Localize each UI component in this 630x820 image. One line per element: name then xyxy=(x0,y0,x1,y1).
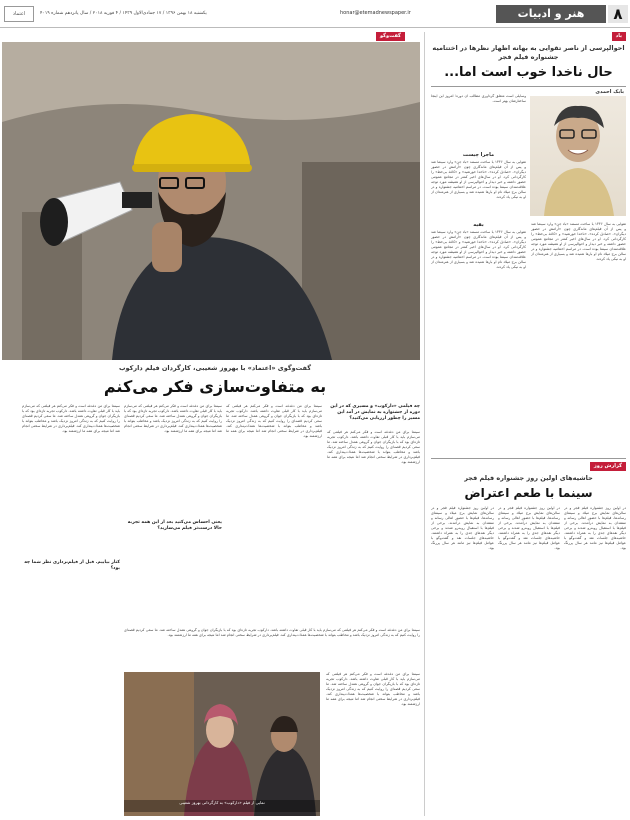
newspaper-logo: اعتماد xyxy=(4,6,34,22)
right-column-story xyxy=(431,32,626,452)
story-body-col2: تقوایی به سال ۱۳۴۶ با ساخت مستند «باد جن» وارد سینما شد و پس از آن فیلم‌های ماندگاری چون «آرامش در حضور دیگران»، «صادق کرده»، «ناخدا خورشید» و «کاغذ بی‌خط» را کارگردانی کرد. او در سال‌های اخیر کمتر در مجامع عمومی حضور داشته و خبر دیدار و احوالپرسی از او همیشه مورد توجه علاقه‌مندان سینما بوده است. در مراسم اختتامیه جشنواره و در سالن برج میلاد نام او بارها شنیده شد و بسیاری از هنرمندان از او به نیکی یاد کردند. xyxy=(531,222,626,261)
interview-question-3: کنار بیاییم. قبل از فیلم‌برداری نظر شما چه بود؟ xyxy=(24,560,120,571)
header-dateline: یکشنبه ۱۸ بهمن ۱۳۹۶ / ۱۷ جمادی‌الاول ۱۴۳۹ / ۴ فوریه ۲۰۱۸ / سال پانزدهم شماره ۴۰۱۹ xyxy=(40,11,207,16)
interview-body-col4: سینما برای من دغدغه است و فکر می‌کنم هر فیلمی که می‌سازم باید با کار قبلی تفاوت داشته باشد. دارکوب تجربه تازه‌ای بود که با بازیگران جوان و گروهی همدل ساخته شد. ما سعی کردیم قصه‌ای را روایت کنیم که به زندگی امروز نزدیک باشد و مخاطب بتواند با شخصیت‌ها همذات‌پنداری کند. فیلم‌برداری در شرایط سختی انجام شد اما نتیجه برای همه ما ارزشمند بود. xyxy=(22,404,120,433)
interview-body-col1: سینما برای من دغدغه است و فکر می‌کنم هر فیلمی که می‌سازم باید با کار قبلی تفاوت داشته باشد. دارکوب تجربه تازه‌ای بود که با بازیگران جوان و گروهی همدل ساخته شد. ما سعی کردیم قصه‌ای را روایت کنیم که به زندگی امروز نزدیک باشد و مخاطب بتواند با شخصیت‌ها همذات‌پنداری کند. فیلم‌برداری در شرایط سختی انجام شد اما نتیجه برای همه ما ارزشمند بود. xyxy=(327,430,420,464)
portrait-figure xyxy=(530,96,626,216)
film-still-figures xyxy=(124,672,320,816)
header-email[interactable]: honar@etemadnewspaper.ir xyxy=(340,10,411,16)
interview-body-col2: سینما برای من دغدغه است و فکر می‌کنم هر فیلمی که می‌سازم باید با کار قبلی تفاوت داشته باشد. دارکوب تجربه تازه‌ای بود که با بازیگران جوان و گروهی همدل ساخته شد. ما سعی کردیم قصه‌ای را روایت کنیم که به زندگی امروز نزدیک باشد و مخاطب بتواند با شخصیت‌ها همذات‌پنداری کند. فیلم‌برداری در شرایط سختی انجام شد اما نتیجه برای همه ما ارزشمند بود. xyxy=(226,404,322,438)
story-lead: وسایلی است متعلق گرداوری مطالب آن دوره؛ امروز این اینجا ساختارشان بهتر است. xyxy=(431,94,526,103)
story-headline: حال ناخدا خوب است اما... xyxy=(444,65,613,80)
interview-question-1: چه فیلمی «دارکوب» و مسیری که در این دوره از جشنواره به نمایش در آمد این مسیر را چطور ارزیابی می‌کنید؟ xyxy=(330,404,420,421)
festival-tag: گزارش روز xyxy=(590,462,626,471)
interview-kicker: گفت‌وگوی «اعتماد» با بهروز شعیبی، کارگردان فیلم دارکوب xyxy=(119,364,311,372)
story-tag: یاد xyxy=(612,32,626,41)
festival-headline: سینما با طعم اعتراض xyxy=(464,486,593,500)
page-header xyxy=(0,0,630,28)
divider xyxy=(431,86,626,87)
film-still-photo xyxy=(124,672,320,816)
film-still-caption: نمایی از فیلم «دارکوب» به کارگردانی بهروز شعیبی xyxy=(124,800,320,812)
megaphone-man-figure xyxy=(2,42,420,360)
story-body-col3: تقوایی به سال ۱۳۴۶ با ساخت مستند «باد جن» وارد سینما شد و پس از آن فیلم‌های ماندگاری چون «آرامش در حضور دیگران»، «صادق کرده»، «ناخدا خورشید» و «کاغذ بی‌خط» را کارگردانی کرد. او در سال‌های اخیر کمتر در مجامع عمومی حضور داشته و خبر دیدار و احوالپرسی از او همیشه مورد توجه علاقه‌مندان سینما بوده است. در مراسم اختتامیه جشنواره و در سالن برج میلاد نام او بارها شنیده شد و بسیاری از هنرمندان از او به نیکی یاد کردند. xyxy=(431,230,526,269)
section-title: هنر و ادبیات xyxy=(496,5,606,23)
story-subhead-2: بقیه xyxy=(473,222,484,228)
festival-report xyxy=(431,458,626,816)
interview-headline: به متفاوت‌سازی فکر می‌کنم xyxy=(103,377,327,396)
story-kicker: احوالپرسی از ناصر تقوایی به بهانه اظهار نظرها در اختتامیه جشنواره فیلم فجر xyxy=(432,44,625,61)
interview-body-col5: سینما برای من دغدغه است و فکر می‌کنم هر فیلمی که می‌سازم باید با کار قبلی تفاوت داشته باشد. دارکوب تجربه تازه‌ای بود که با بازیگران جوان و گروهی همدل ساخته شد. ما سعی کردیم قصه‌ای را روایت کنیم که به زندگی امروز نزدیک باشد و مخاطب بتواند با شخصیت‌ها همذات‌پنداری کند. فیلم‌برداری در شرایط سختی انجام شد اما نتیجه برای همه ما ارزشمند بود. xyxy=(326,672,420,706)
interview-body-lower: سینما برای من دغدغه است و فکر می‌کنم هر فیلمی که می‌سازم باید با کار قبلی تفاوت داشته باشد. دارکوب تجربه تازه‌ای بود که با بازیگران جوان و گروهی همدل ساخته شد. ما سعی کردیم قصه‌ای را روایت کنیم که به زندگی امروز نزدیک باشد و مخاطب بتواند با شخصیت‌ها همذات‌پنداری کند. فیلم‌برداری در شرایط سختی انجام شد اما نتیجه برای همه ما ارزشمند بود. xyxy=(124,628,420,637)
interview-main-photo xyxy=(2,42,420,360)
divider xyxy=(431,458,626,459)
column-divider xyxy=(424,32,425,816)
interview-body-col3: سینما برای من دغدغه است و فکر می‌کنم هر فیلمی که می‌سازم باید با کار قبلی تفاوت داشته باشد. دارکوب تجربه تازه‌ای بود که با بازیگران جوان و گروهی همدل ساخته شد. ما سعی کردیم قصه‌ای را روایت کنیم که به زندگی امروز نزدیک باشد و مخاطب بتواند با شخصیت‌ها همذات‌پنداری کند. فیلم‌برداری در شرایط سختی انجام شد اما نتیجه برای همه ما ارزشمند بود. xyxy=(124,404,222,433)
portrait-photo xyxy=(530,96,626,216)
interview-question-2: یعنی احساس می‌کنید بعد از این همه تجربه حالا درست‌تر فیلم می‌سازید؟ xyxy=(127,520,222,531)
festival-body-col2: در اولین روز جشنواره فیلم فجر و در سالن‌های نمایش برج میلاد و سینمای رسانه‌ها، فیلم‌ها با حضور اهالی رسانه و منتقدان به نمایش درآمدند. برخی از فیلم‌ها با استقبال روبه‌رو شدند و برخی دیگر نقدهای جدی را به همراه داشتند. حاشیه‌های جلسات نقد و گفت‌وگو با عوامل فیلم‌ها نیز مانند هر سال پررنگ بود. xyxy=(498,506,560,550)
interview-tag: گفت‌وگو xyxy=(376,32,405,41)
festival-kicker: حاشیه‌های اولین روز جشنواره فیلم فجر xyxy=(464,474,593,482)
festival-body-col3: در اولین روز جشنواره فیلم فجر و در سالن‌های نمایش برج میلاد و سینمای رسانه‌ها، فیلم‌ها با حضور اهالی رسانه و منتقدان به نمایش درآمدند. برخی از فیلم‌ها با استقبال روبه‌رو شدند و برخی دیگر نقدهای جدی را به همراه داشتند. حاشیه‌های جلسات نقد و گفت‌وگو با عوامل فیلم‌ها نیز مانند هر سال پررنگ بود. xyxy=(431,506,494,550)
story-subhead: ماجرا چیست xyxy=(462,152,495,158)
festival-body-col1: در اولین روز جشنواره فیلم فجر و در سالن‌های نمایش برج میلاد و سینمای رسانه‌ها، فیلم‌ها با حضور اهالی رسانه و منتقدان به نمایش درآمدند. برخی از فیلم‌ها با استقبال روبه‌رو شدند و برخی دیگر نقدهای جدی را به همراه داشتند. حاشیه‌های جلسات نقد و گفت‌وگو با عوامل فیلم‌ها نیز مانند هر سال پررنگ بود. xyxy=(564,506,626,550)
story-byline: بابک احمدی xyxy=(595,89,624,95)
page-number: ۸ xyxy=(608,5,628,23)
story-body-col1: تقوایی به سال ۱۳۴۶ با ساخت مستند «باد جن» وارد سینما شد و پس از آن فیلم‌های ماندگاری چون «آرامش در حضور دیگران»، «صادق کرده»، «ناخدا خورشید» و «کاغذ بی‌خط» را کارگردانی کرد. او در سال‌های اخیر کمتر در مجامع عمومی حضور داشته و خبر دیدار و احوالپرسی از او همیشه مورد توجه علاقه‌مندان سینما بوده است. در مراسم اختتامیه جشنواره و در سالن برج میلاد نام او بارها شنیده شد و بسیاری از هنرمندان از او به نیکی یاد کردند. xyxy=(431,160,526,199)
